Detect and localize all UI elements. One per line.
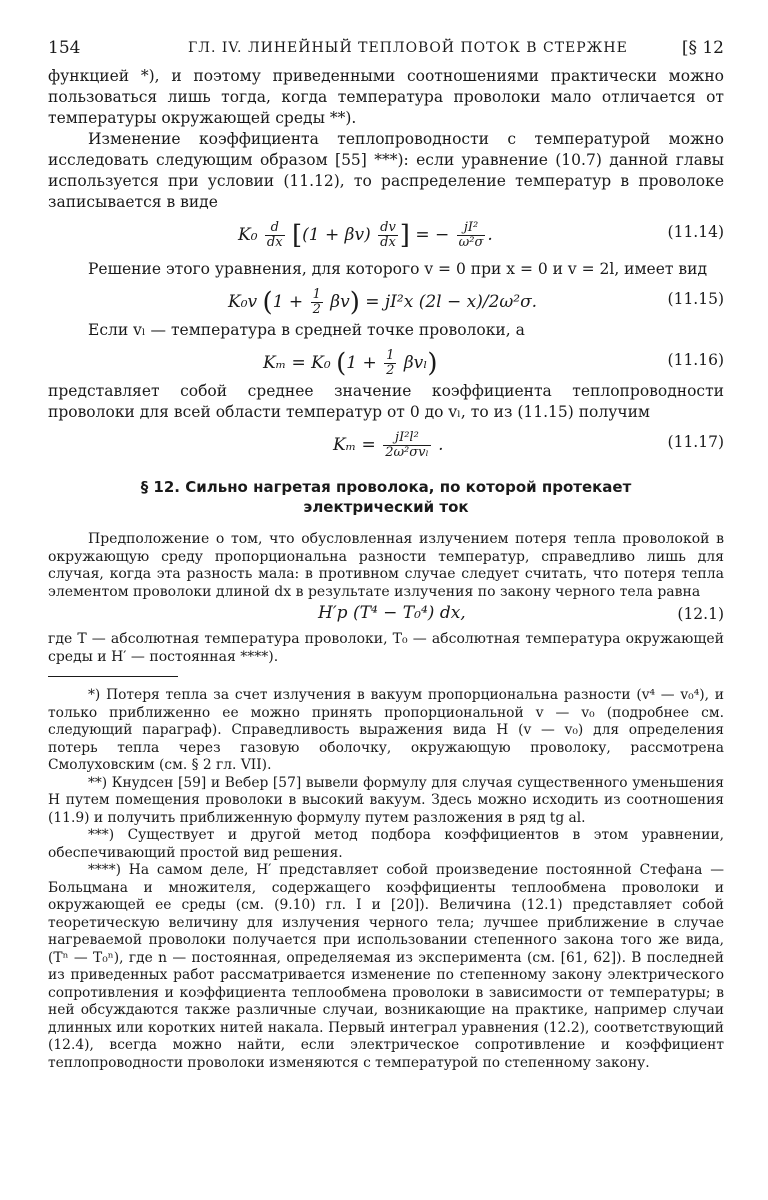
paragraph-1: функцией *), и поэтому приведенными соотношениями практически можно пользоваться лишь тогда, когда температура проволоки мало отличается от температуры окружающей среды **). — [48, 67, 724, 127]
eq1-number: (11.14) — [667, 223, 724, 241]
eq3-number: (11.16) — [667, 351, 724, 369]
eq1-mid: (1 + βv) — [302, 225, 371, 245]
eq1-dv-dx: $\frac{dv}{dx}$ — [380, 220, 396, 250]
eq5-number: (12.1) — [677, 605, 724, 623]
running-header — [48, 38, 724, 66]
eq4-number: (11.17) — [667, 433, 724, 451]
book-page — [48, 38, 724, 1072]
equation-11-17: Kₘ = $\frac{\text{jI²l²}}{\text{2ω²σvₗ}}$ . (11.17) — [333, 430, 724, 460]
paragraph-5: представляет собой среднее значение коэффициента теплопроводности проволоки для всей области температур от 0 до vₗ, то из (11.15) получим — [48, 382, 724, 421]
paragraph-2: Изменение коэффициента теплопроводности с температурой можно исследовать следующим образом [55] ***): если уравнение (10.7) данной главы используется при условии (11.12), то распределение температур в проволоке записывается в виде — [48, 130, 724, 211]
paragraph-6: Предположение о том, что обусловленная излучением потеря тепла проволокой в окружающую среду пропорциональна разности температур, справедливо лишь для случая, когда эта разность мала: в противном случае следует считать, что потеря тепла элементом проволоки длиной dx в результате излучения по закону черного тела равна — [48, 531, 724, 600]
footnote-1: *) Потеря тепла за счет излучения в вакуум пропорциональна разности (v⁴ — v₀⁴), и только приближенно ее можно принять пропорциональной v — v₀ (подробнее см. следующий параграф). Справедливость выражения вида H (v — v₀) для определения потерь тепла через газовую оболочку, окружающую проволоку, рассмотрена Смолуховским (см. § 2 гл. VII). — [48, 687, 724, 773]
page-number: 154 — [48, 38, 81, 58]
running-title: ГЛ. IV. ЛИНЕЙНЫЙ ТЕПЛОВОЙ ПОТОК В СТЕРЖНЕ — [188, 40, 628, 56]
footnote-2: **) Кнудсен [59] и Вебер [57] вывели формулу для случая существенного уменьшения H путем помещения проволоки в высокий вакуум. Здесь можно исходить из соотношения (11.9) и получить приближенную формулу путем разложения в ряд tg al. — [48, 774, 724, 826]
paragraph-4: Если vₗ — температура в средней точке проволоки, а — [88, 321, 525, 339]
equation-11-16: Kₘ = K₀ (1 + $\frac{1}{2}$ βvₗ) (11.16) — [263, 348, 724, 379]
eq1-equals: = − — [415, 225, 450, 245]
eq2-number: (11.15) — [667, 290, 724, 308]
footnote-rule — [48, 676, 178, 677]
section-mark: [§ 12 — [681, 38, 724, 58]
equation-11-14: K₀ $\frac{d}{dx}$ [(1 + βv) $\frac{dv}{dx}$ ] = − $\frac{\text{jI²}}{\text{ω²σ}}$ . (11.14) — [238, 220, 724, 251]
eq1-k0: K₀ — [238, 225, 258, 245]
section-heading: § 12. Сильно нагретая проволока, по которой протекает электрический ток — [140, 478, 632, 516]
paragraph-3: Решение этого уравнения, для которого v = 0 при x = 0 и v = 2l, имеет вид — [88, 260, 708, 278]
equation-12-1: H′p (T⁴ − T₀⁴) dx, (12.1) — [318, 603, 724, 623]
footnote-4: ****) На самом деле, H′ представляет собой произведение постоянной Стефана — Больцмана и множителя, содержащего коэффициенты теплообмена проволоки и окружающей ее среды (см. (9.10) гл. I и [20]). Величина (12.1) представляет собой теоретическую величину для излучения черного тела; лучшее приближение в случае нагреваемой проволоки получается при использовании степенного закона того же вида, (Tⁿ — T₀ⁿ), где n — постоянная, определяемая из эксперимента (см. [61, 62]). В последней из приведенных работ рассматривается изменение по степенному закону электрического сопротивления и коэффициента теплообмена проволоки в зависимости от температуры; в ней обсуждаются также различные случаи, возникающие на практике, например случаи длинных или коротких нитей накала. Первый интеграл уравнения (12.2), соответствующий (12.4), всегда можно найти, если электрическое сопротивление и коэффициент теплопроводности проволоки изменяются с температурой по степенному закону. — [48, 862, 724, 1071]
eq1-d-dx: $\frac{d}{dx}$ — [266, 220, 283, 250]
eq1-rhs: $\frac{\text{jI²}}{\text{ω²σ}}$ — [458, 220, 484, 250]
footnote-3: ***) Существует и другой метод подбора коэффициентов в этом уравнении, обеспечивающий простой вид решения. — [48, 827, 724, 861]
paragraph-7: где T — абсолютная температура проволоки, T₀ — абсолютная температура окружающей среды и H′ — постоянная ****). — [48, 631, 724, 665]
equation-11-15: K₀v (1 + $\frac{1}{2}$ βv) = jI²x (2l − x)/2ω²σ. (11.15) — [228, 287, 724, 318]
